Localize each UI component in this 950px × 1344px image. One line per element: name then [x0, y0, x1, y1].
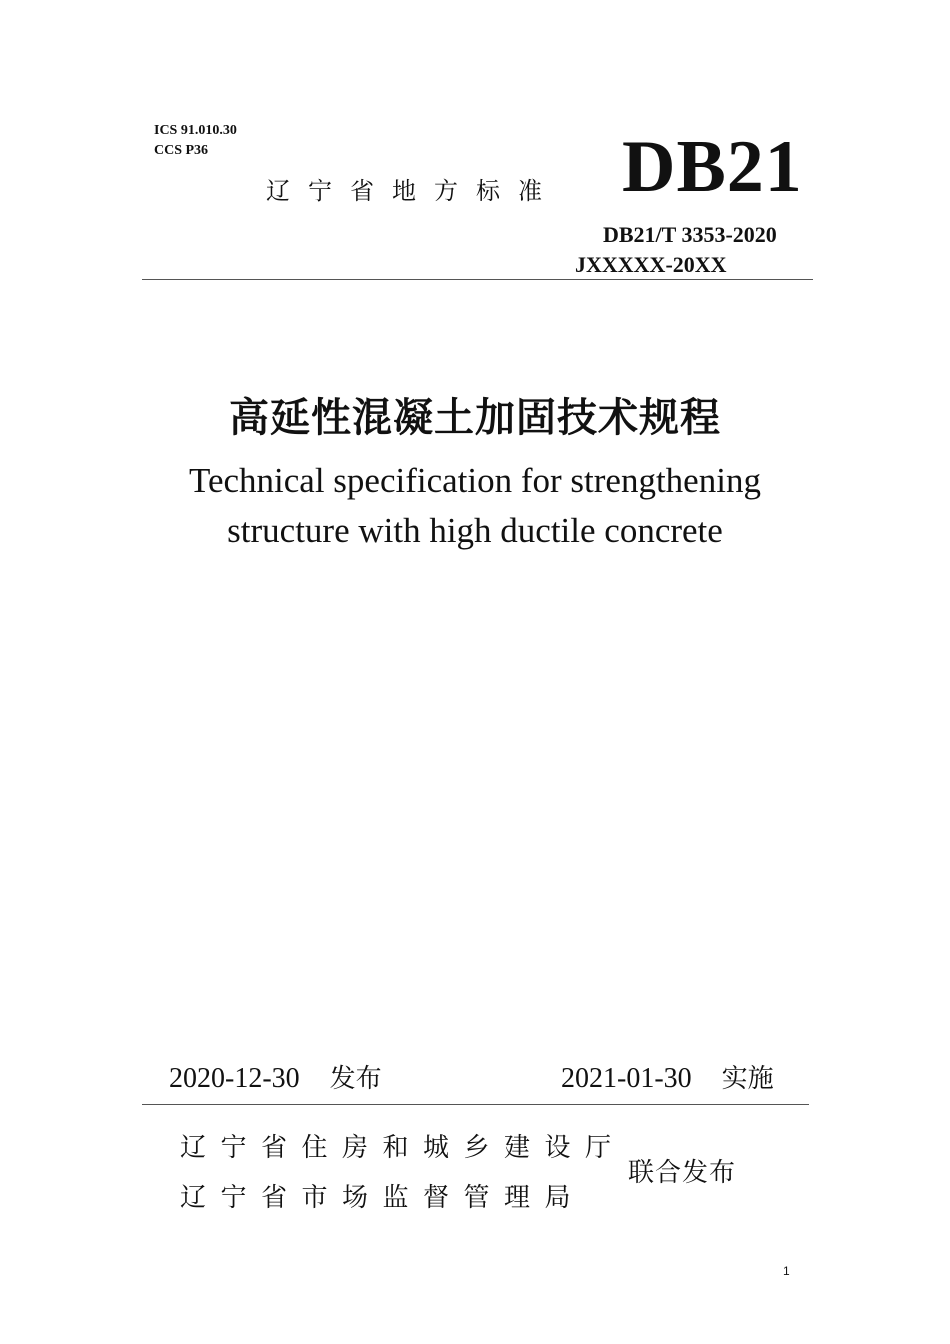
- issuer-housing-dept: 辽宁省住房和城乡建设厅: [180, 1133, 626, 1163]
- standard-number: DB21/T 3353-2020: [603, 222, 777, 247]
- ics-code: ICS 91.010.30: [154, 123, 237, 138]
- page-number: 1: [783, 1264, 790, 1278]
- footer-divider: [142, 1104, 809, 1105]
- issuer-market-bureau: 辽宁省市场监督管理局: [180, 1183, 586, 1213]
- publish-date-row: [169, 1061, 382, 1097]
- publish-label: 发布: [329, 1064, 382, 1094]
- db-logo: DB21: [622, 126, 803, 208]
- effective-date: 2021-01-30: [561, 1063, 692, 1094]
- title-english-line2: structure with high ductile concrete: [227, 511, 723, 550]
- title-chinese: 高延性混凝土加固技术规程: [229, 395, 721, 441]
- title-english-line1: Technical specification for strengthening: [189, 461, 761, 500]
- ccs-code: CCS P36: [154, 143, 209, 158]
- joint-publish-label: 联合发布: [628, 1158, 737, 1188]
- record-number: JXXXXX-20XX: [575, 252, 727, 277]
- effective-label: 实施: [721, 1064, 774, 1094]
- publish-date: 2020-12-30: [169, 1063, 300, 1094]
- standard-category: 辽宁省地方标准: [266, 177, 560, 205]
- effective-date-row: [561, 1061, 774, 1097]
- header-divider: [142, 279, 813, 280]
